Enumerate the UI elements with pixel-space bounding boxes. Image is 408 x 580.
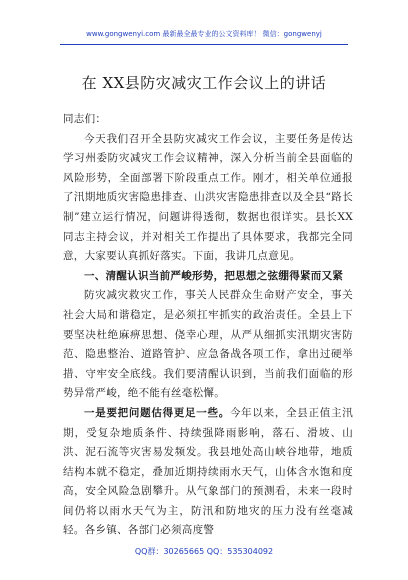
salutation: 同志们： — [63, 113, 107, 125]
contact-footer-line: QQ群：30265665 QQ：535304092 — [134, 547, 274, 556]
point-1-body: 今年以来，全县正值主汛期，受复杂地质条件、持续强降雨影响，落石、滑坡、山洪、泥石流等灾害易发频发。我县地处高山峡谷地带，地质结构本就不稳定，叠加近期持续雨水天气，山体含水饱和度高，安全风险急剧攀升。从气象部门的预测看，未来一段时间仍将以雨水天气为主，防汛和防地灾的压力没有丝毫减轻。各乡镇、各部门必须高度警 — [63, 406, 353, 537]
point-1-lead: 一是要把问题估得更足一些。 — [84, 406, 230, 419]
header-divider — [60, 44, 348, 45]
document-title: 在 XX县防灾减灾工作会议上的讲话 — [81, 74, 327, 92]
section-heading-1: 一、清醒认识当前严峻形势，把思想之弦绷得紧而又紧 — [84, 269, 344, 282]
site-header-line: www.gongwenyi.com 最新最全最专业的公文资料库！ 微信：gongwenyj — [86, 30, 322, 38]
paragraph-point-1 — [63, 404, 353, 541]
paragraph-intro: 今天我们召开全县防灾减灾工作会议，主要任务是传达学习州委防灾减灾工作会议精神，深入分析当前全县面临的风险形势，全面部署下阶段重点工作。刚才，相关单位通报了汛期地质灾害隐患排查、山洪灾害隐患排查以及全县“路长制”建立运行情况，问题讲得透彻，数据也很详实。县长XX同志主持会议，并对相关工作提出了具体要求，我都完全同意，大家要认真抓好落实。下面，我讲几点意见。 — [63, 132, 353, 263]
document-body — [63, 110, 353, 541]
paragraph-section-1: 防灾减灾救灾工作，事关人民群众生命财产安全，事关社会大局和谐稳定，是必须扛牢抓实的政治责任。全县上下要坚决杜绝麻痹思想、侥幸心理，从严从细抓实汛期灾害防范、隐患整治、道路管护、应急备战各项工作，拿出过硬举措、守牢安全底线。我们要清醒认识到，当前我们面临的形势异常严峻，绝不能有丝毫松懈。 — [63, 289, 353, 400]
